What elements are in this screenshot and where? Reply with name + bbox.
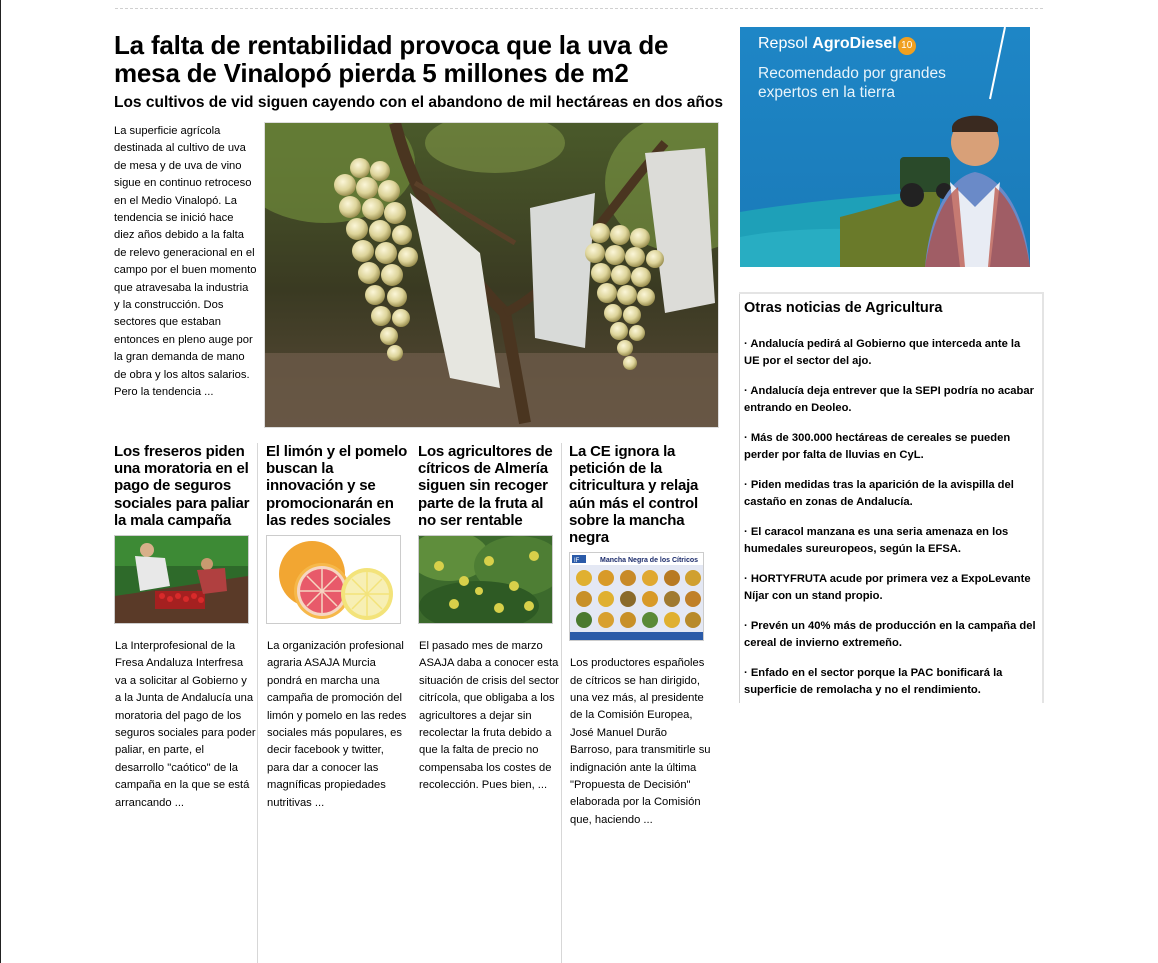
table-grapes-photo: [265, 123, 718, 427]
story-card-2: [266, 443, 408, 812]
other-news-title: Otras noticias de Agricultura: [744, 300, 943, 316]
story-card-3: [418, 443, 560, 795]
other-news-box: [739, 292, 1044, 703]
story-title[interactable]: La CE ignora la petición de la citricultura y relaja aún más el control sobre la mancha negra: [569, 443, 699, 547]
column-divider: [561, 443, 562, 963]
ad-brand: [758, 35, 916, 55]
news-link[interactable]: · Prevén un 40% más de producción en la campaña del cereal de invierno extremeño.: [744, 620, 1036, 649]
ad-brand-prefix: Repsol: [758, 35, 808, 52]
story-thumbnail[interactable]: [114, 535, 249, 624]
story-card-1: [114, 443, 256, 812]
main-story-excerpt: La superficie agrícola destinada al cultivo de uva de mesa y de uva de vino sigue en continuo retroceso en el Medio Vinalopó. La tendencia se inició hace diez años debido a la falta de relevo generacional en el campo por el buen momento que atravesaba la industria y la construcción. Dos sectores que estaban entonces en pleno auge por la gran demanda de mano de obra y los altos salarios. Pero la tendencia ...: [114, 125, 257, 399]
main-story-title[interactable]: La falta de rentabilidad provoca que la uva de mesa de Vinalopó pierda 5 millones de m2: [114, 30, 669, 88]
story-excerpt: El pasado mes de marzo ASAJA daba a conocer esta situación de crisis del sector citrícola, que obligaba a los agricultores a dejar sin recolectar la fruta debido a que la falta de precio no compensaba los costes de recolección. Pues bien, ...: [419, 640, 559, 792]
news-link[interactable]: · HORTYFRUTA acude por primera vez a ExpoLevante Níjar con un stand propio.: [744, 573, 1031, 602]
story-excerpt: La organización profesional agraria ASAJA Murcia pondrá en marcha una campaña de promoción del limón y pomelo en las redes sociales más populares, es decir facebook y twitter, para dar a conocer las magníficas propiedades nutritivas ...: [267, 640, 407, 809]
citrus-tree-photo: [419, 536, 552, 623]
story-thumbnail[interactable]: [569, 552, 704, 641]
ad-tagline: Recomendado por grandes expertos en la tierra: [758, 65, 946, 101]
story-excerpt: Los productores españoles de cítricos se han dirigido, una vez más, al presidente de la Comisión Europea, José Manuel Durão Barroso, para transmitirle su indignación ante la última "Propuesta de Decisión" elaborada por la Comisión que, haciendo ...: [570, 657, 711, 826]
main-story-subtitle: Los cultivos de vid siguen cayendo con el abandono de mil hectáreas en dos años: [114, 94, 723, 111]
news-link[interactable]: · Piden medidas tras la aparición de la avispilla del castaño en zonas de Andalucía.: [744, 479, 1014, 508]
strawberry-pickers-photo: [115, 536, 248, 623]
news-link[interactable]: · Enfado en el sector porque la PAC bonificará la superficie de remolacha y no el rendimiento.: [744, 667, 1003, 696]
other-news-list: [744, 336, 1036, 712]
story-excerpt: La Interprofesional de la Fresa Andaluza Interfresa va a solicitar al Gobierno y a la Junta de Andalucía una moratoria del pago de los seguros sociales para poder paliar, en parte, el desarrollo "caótico" de la campaña en la que se está arrancando ...: [115, 640, 256, 809]
thumb-logo: IF: [574, 558, 580, 565]
main-story-image[interactable]: [264, 122, 719, 428]
ad-brand-badge: 10: [898, 37, 916, 55]
news-link[interactable]: · Andalucía deja entrever que la SEPI podría no acabar entrando en Deoleo.: [744, 385, 1034, 414]
story-thumbnail[interactable]: [418, 535, 553, 624]
story-title[interactable]: Los freseros piden una moratoria en el pago de seguros sociales para paliar la mala campaña: [114, 443, 250, 529]
news-link[interactable]: · Andalucía pedirá al Gobierno que interceda ante la UE por el sector del ajo.: [744, 338, 1021, 367]
column-divider: [257, 443, 258, 963]
repsol-agrodiesel-ad[interactable]: [740, 27, 1030, 267]
story-card-4: [569, 443, 711, 829]
story-title[interactable]: El limón y el pomelo buscan la innovación y se promocionarán en las redes sociales: [266, 443, 408, 529]
news-link[interactable]: · El caracol manzana es una seria amenaza en los humedales sureuropeos, según la EFSA.: [744, 526, 1009, 555]
story-title[interactable]: Los agricultores de cítricos de Almería siguen sin recoger parte de la fruta al no ser rentable: [418, 443, 553, 529]
top-divider: [115, 8, 1043, 9]
news-link[interactable]: · Más de 300.000 hectáreas de cereales se pueden perder por falta de lluvias en CyL.: [744, 432, 1011, 461]
thumb-header: Mancha Negra de los Cítricos: [600, 557, 699, 565]
ad-background-art: [740, 27, 1030, 267]
page-left-border: [0, 0, 1, 963]
ad-brand-name: AgroDiesel: [812, 35, 897, 52]
black-spot-chart-image: [570, 553, 703, 640]
story-thumbnail[interactable]: [266, 535, 401, 624]
grapefruit-photo: [267, 536, 400, 623]
box-left-rule: [739, 294, 740, 703]
